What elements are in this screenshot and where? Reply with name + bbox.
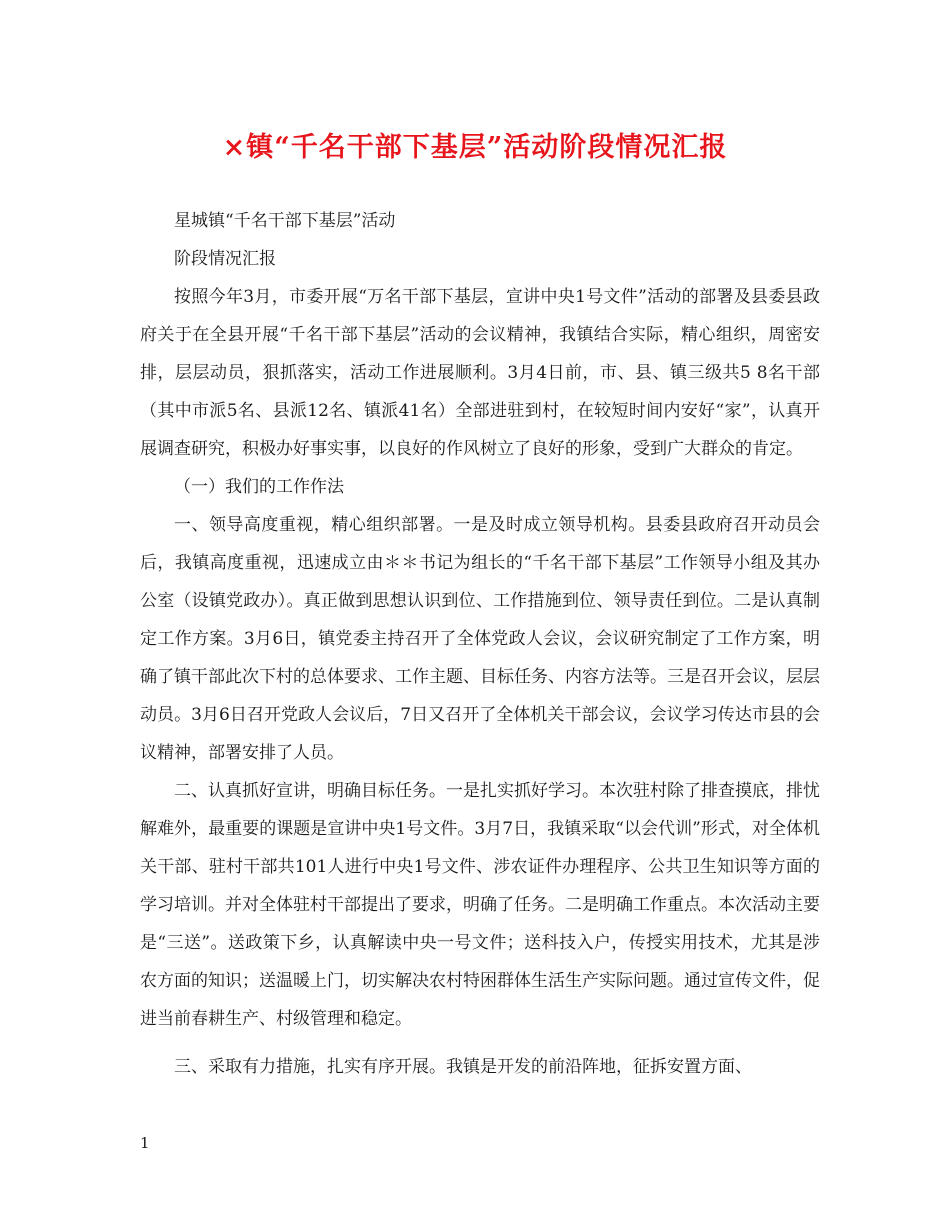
- page-number: 1: [140, 1134, 150, 1152]
- document-title: ×镇“千名干部下基层”活动阶段情况汇报: [222, 132, 728, 163]
- paragraph-publicity: 二、认真抓好宣讲，明确目标任务。一是扎实抓好学习。本次驻村除了排查摸底，排忧解难外，最重要的课题是宣讲中央1号文件。3月7日，我镇采取“以会代训”形式，对全体机关干部、驻村干部共101人进行中央1号文件、涉农证件办理程序、公共卫生知识等方面的学习培训。并对全体驻村干部提出了要求，明确了任务。二是明确工作重点。本次活动主要是“三送”。送政策下乡，认真解读中央一号文件；送科技入户，传授实用技术，尤其是涉农方面的知识；送温暖上门，切实解决农村特困群体生活生产实际问题。通过宣传文件，促进当前春耕生产、村级管理和稳定。: [140, 781, 820, 1029]
- document-body: [140, 202, 820, 1086]
- subtitle-line-2: 阶段情况汇报: [174, 249, 276, 269]
- subtitle-line-1: 星城镇“千名干部下基层”活动: [174, 211, 396, 231]
- paragraph-leadership: 一、领导高度重视，精心组织部署。一是及时成立领导机构。县委县政府召开动员会后，我镇高度重视，迅速成立由＊＊书记为组长的“千名干部下基层”工作领导小组及其办公室（设镇党政办）。真正做到思想认识到位、工作措施到位、领导责任到位。二是认真制定工作方案。3月6日，镇党委主持召开了全体党政人会议，会议研究制定了工作方案，明确了镇干部此次下村的总体要求、工作主题、目标任务、内容方法等。三是召开会议，层层动员。3月6日召开党政人会议后，7日又召开了全体机关干部会议，会议学习传达市县的会议精神，部署安排了人员。: [140, 515, 820, 763]
- paragraph-measures: 三、采取有力措施，扎实有序开展。我镇是开发的前沿阵地，征拆安置方面、: [174, 1057, 752, 1077]
- intro-paragraph: 按照今年3月，市委开展“万名干部下基层，宣讲中央1号文件”活动的部署及县委县政府关于在全县开展“千名干部下基层”活动的会议精神，我镇结合实际，精心组织，周密安排，层层动员，狠抓落实，活动工作进展顺利。3月4日前，市、县、镇三级共5 8名干部（其中市派5名、县派12名、镇派41名）全部进驻到村，在较短时间内安好“家”，认真开展调查研究，积极办好事实事，以良好的作风树立了良好的形象，受到广大群众的肯定。: [140, 287, 820, 459]
- section-heading: （一）我们的工作作法: [174, 477, 344, 497]
